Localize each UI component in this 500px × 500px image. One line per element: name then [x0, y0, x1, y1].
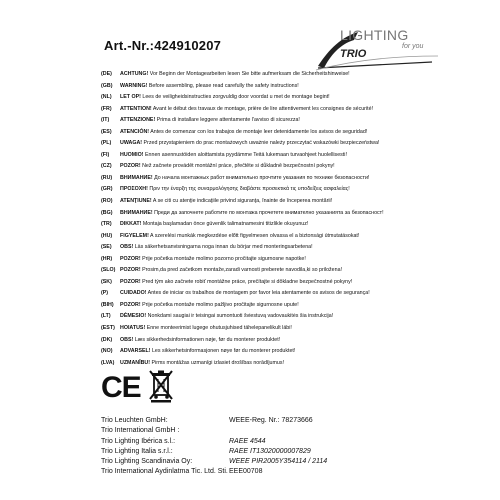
language-code: (CZ) — [101, 163, 112, 170]
language-code: (PL) — [101, 140, 112, 147]
language-code: (SK) — [101, 278, 112, 285]
warning-text — [120, 242, 471, 254]
company-row — [101, 447, 471, 457]
company-name: Trio International Aydinlatma Tic. Ltd. Sti. — [101, 468, 228, 476]
warning-row — [101, 288, 471, 300]
language-code: (FR) — [101, 105, 112, 112]
warning-text — [120, 81, 471, 93]
article-number: Art.-Nr.:424910207 — [104, 38, 222, 53]
warning-row — [101, 69, 471, 81]
warning-keyword: UZMANĪBU! — [120, 359, 151, 366]
warning-keyword: ВНИМАНИЕ! — [120, 174, 153, 181]
warning-message: Než začnete provádět montážní práce, přečtěte si důkladně bezpečnostní pokyny! — [140, 163, 335, 170]
company-name: Trio Lighting Ibérica s.l.: — [101, 437, 176, 445]
weee-registration-table — [101, 416, 471, 478]
company-name: Trio International GmbH : — [101, 427, 180, 435]
warning-text — [120, 138, 471, 150]
warning-keyword: ВНИМАНИЕ! — [120, 209, 153, 216]
warning-keyword: ATENCIÓN! — [120, 128, 150, 135]
warning-row — [101, 323, 471, 335]
warning-text — [120, 323, 471, 335]
warning-text — [120, 346, 471, 358]
ce-mark: CE — [101, 371, 141, 404]
company-row — [101, 467, 471, 477]
warning-keyword: POZOR! — [120, 278, 141, 285]
language-code: (P) — [101, 290, 109, 297]
warning-message: Przed przystąpieniem do prac montażowych uważnie należy przeczytać wskazówki bezpieczeństwa! — [142, 140, 380, 147]
warning-message: Prije početka montaže molimo pažljivo pročitajte sigurnosne upute! — [140, 301, 299, 308]
warning-text — [120, 161, 471, 173]
warning-message: Antes de iniciar os trabalhos de montagem por favor leia atentamente os avisos de segurança! — [146, 290, 370, 297]
warning-keyword: POZOR! — [120, 301, 141, 308]
warning-text — [120, 127, 471, 139]
warning-message: Prima di installare leggere attentamente l'avviso di sicurezza! — [155, 117, 300, 124]
warning-row — [101, 138, 471, 150]
warning-keyword: ACHTUNG! — [120, 71, 149, 77]
warning-text — [120, 265, 471, 277]
warning-text — [120, 219, 471, 231]
warning-row — [101, 231, 471, 243]
warning-row — [101, 335, 471, 347]
warning-row — [101, 173, 471, 185]
language-code: (BIH) — [101, 301, 114, 308]
warning-text — [120, 288, 471, 300]
warning-message: Enne monteerimist lugege ohutusjuhised tähelepanelikult läbi! — [145, 325, 292, 332]
trio-lighting-logo — [314, 26, 444, 72]
warning-row — [101, 81, 471, 93]
warning-message: Ennen asennustöiden aloittamista pyydämme Teitä lukemaan turvaohjeet huolellisesti! — [143, 151, 347, 158]
registration-number: EEE00708 — [229, 468, 263, 476]
language-code: (RO) — [101, 198, 113, 205]
warning-keyword: HUOMIO! — [120, 151, 144, 158]
warning-keyword: CUIDADO! — [120, 290, 147, 297]
warning-message: Pred tým ako začnete robiť montážne práce, prečítajte si dôkladne bezpečnostné pokyny! — [140, 278, 353, 285]
warning-row — [101, 311, 471, 323]
language-code: (EST) — [101, 325, 115, 332]
logo-tagline: for you — [402, 43, 424, 50]
warning-row — [101, 104, 471, 116]
warning-message: Nonkdami saugiai ir teisingai sumontuoti šviestuvą vadovaukitės šia instrukcija! — [146, 313, 334, 320]
warning-keyword: LET OP! — [120, 94, 141, 101]
safety-warnings-list — [101, 69, 471, 369]
company-row — [101, 426, 471, 436]
logo-brand: TRIO — [340, 48, 367, 60]
warning-keyword: DIKKAT! — [120, 221, 142, 228]
warning-message: Before assembling, please read carefully the safety instructions! — [147, 82, 299, 89]
warning-text — [120, 115, 471, 127]
warning-row — [101, 92, 471, 104]
language-code: (TR) — [101, 221, 112, 228]
warning-row — [101, 196, 471, 208]
warning-keyword: ATTENTION! — [120, 105, 152, 112]
warning-message: Prije početka montaže molimo pozorno pročitajte sigurnosne napotke! — [140, 255, 306, 262]
warning-row — [101, 184, 471, 196]
language-code: (RU) — [101, 174, 113, 181]
warning-row — [101, 161, 471, 173]
warning-row — [101, 254, 471, 266]
warning-keyword: ATTENZIONE! — [120, 117, 156, 124]
language-code: (SLO) — [101, 267, 116, 274]
language-code: (NO) — [101, 348, 113, 355]
language-code: (FI) — [101, 151, 110, 158]
warning-row — [101, 242, 471, 254]
warning-text — [120, 92, 471, 104]
company-name: Trio Leuchten GmbH: — [101, 417, 168, 424]
warning-message: A se citi cu atenţie indicaţiile privind siguranţa, înainte de începerea montării! — [151, 198, 333, 205]
warning-keyword: ADVARSEL! — [120, 348, 151, 355]
warning-row — [101, 300, 471, 312]
company-row — [101, 437, 471, 447]
warning-keyword: DĖMESIO! — [120, 313, 147, 320]
warning-message: Les sikkerhetsinformasjonen nøye før du monterer produktet! — [150, 348, 296, 355]
warning-text — [120, 231, 471, 243]
warning-text — [120, 150, 471, 162]
warning-message: Преди да започнете работите по монтажа прочетете внимателно указанията за безопасност! — [152, 209, 384, 216]
registration-number: WEEE-Reg. Nr.: 78273666 — [229, 417, 313, 424]
crossed-bin-icon — [148, 369, 174, 403]
warning-keyword: OBS! — [120, 244, 134, 251]
language-code: (GR) — [101, 186, 113, 193]
warning-message: Prosim,da pred začetkom montaže,zaradi varnosti preberete navodila,ki so priložena! — [140, 267, 342, 274]
warning-text — [120, 69, 471, 81]
logo-wordmark: LIGHTING — [340, 27, 409, 43]
warning-message: Avant le début des travaux de montage, prière de lire attentivement les consignes de sécurité! — [151, 105, 374, 112]
warning-message: Pirms montāžas uzmanīgi izlasiet drošības norādījumus! — [150, 359, 284, 366]
warning-row — [101, 277, 471, 289]
registration-number: RAEE IT13020000007829 — [229, 447, 311, 455]
language-code: (GB) — [101, 82, 113, 89]
warning-row — [101, 346, 471, 358]
warning-text — [120, 300, 471, 312]
warning-text — [120, 104, 471, 116]
registration-number: RAEE 4544 — [229, 437, 266, 445]
warning-text — [120, 208, 471, 220]
registration-number: WEEE PIR2005Y354114 / 2114 — [229, 458, 328, 466]
language-code: (BG) — [101, 209, 113, 216]
warning-message: Antes de comenzar con los trabajos de montaje leer detenidamente los avisos de seguridad! — [149, 128, 368, 135]
warning-message: Montaja başlamadan önce güvenlik talimatnamesini titizlikle okuyunuz! — [141, 221, 309, 228]
company-name: Trio Lighting Scandinavia Oy: — [101, 458, 193, 466]
language-code: (ES) — [101, 128, 112, 135]
warning-message: До начала монтажных работ внимательно прочтите указания по технике безопасности! — [152, 174, 370, 181]
warning-keyword: OBS! — [120, 336, 134, 343]
warning-text — [120, 311, 471, 323]
warning-message: Läs säkerhetsanvisningarna noga innan du börjar med monteringsarbetena! — [133, 244, 313, 251]
language-code: (HR) — [101, 255, 113, 262]
language-code: (LT) — [101, 313, 111, 320]
warning-text — [120, 358, 471, 370]
warning-text — [120, 173, 471, 185]
warning-keyword: ATENŢIUNE! — [120, 198, 152, 205]
language-code: (IT) — [101, 117, 110, 124]
warning-row — [101, 208, 471, 220]
warning-row — [101, 127, 471, 139]
company-name: Trio Lighting Italia s.r.l.: — [101, 447, 173, 455]
registration-number — [229, 426, 471, 436]
language-code: (NL) — [101, 94, 112, 101]
language-code: (DK) — [101, 336, 113, 343]
language-code: (DE) — [101, 71, 112, 77]
warning-message: Læs sikkerhedsinformationen nøje, før du monterer produktet! — [133, 336, 281, 343]
warning-text — [120, 277, 471, 289]
warning-text — [120, 335, 471, 347]
language-code: (SE) — [101, 244, 112, 251]
warning-keyword: WARNING! — [120, 82, 148, 89]
warning-text — [120, 196, 471, 208]
warning-keyword: POZOR! — [120, 267, 141, 274]
warning-keyword: FIGYELEM! — [120, 232, 149, 239]
warning-message: Πριν την έναρξη της συναρμολόγησης διαβάστε προσεκτικά τις υποδείξεις ασφαλείας! — [147, 186, 350, 193]
warning-row — [101, 219, 471, 231]
language-code: (LVA) — [101, 359, 115, 366]
warning-message: Lees de veiligheidsinstructies zorgvuldig door voordat u met de montage begint! — [140, 94, 330, 101]
company-row — [101, 416, 471, 426]
warning-keyword: HOIATUS! — [120, 325, 146, 332]
warning-text — [120, 254, 471, 266]
warning-message: A szerelési munkák megkezdése előtt figyelmesen olvassa el a biztonsági útmutatásokat! — [148, 232, 360, 239]
warning-keyword: ΠΡΟΣΟΧΗ! — [120, 186, 148, 193]
warning-keyword: POZOR! — [120, 255, 141, 262]
warning-keyword: POZOR! — [120, 163, 141, 170]
warning-row — [101, 358, 471, 370]
warning-row — [101, 115, 471, 127]
warning-keyword: UWAGA! — [120, 140, 143, 147]
warning-text — [120, 184, 471, 196]
language-code: (HU) — [101, 232, 113, 239]
warning-message: Vor Beginn der Montagearbeiten lesen Sie bitte aufmerksam die Sicherheitshinweise! — [148, 71, 350, 77]
company-row — [101, 457, 471, 467]
warning-row — [101, 265, 471, 277]
warning-row — [101, 150, 471, 162]
